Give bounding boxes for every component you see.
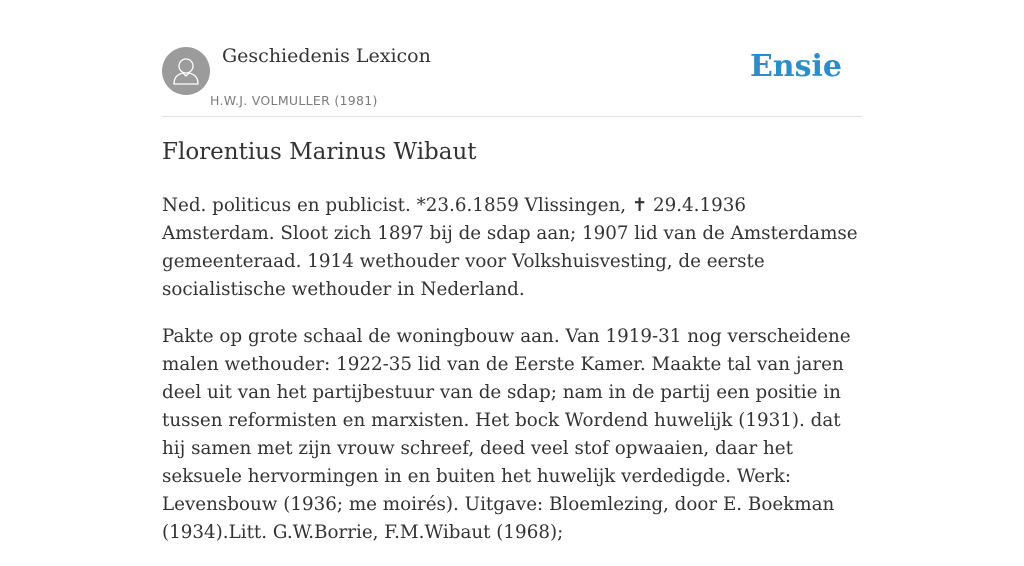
source-title[interactable]: Geschiedenis Lexicon	[222, 45, 431, 67]
article-body	[162, 192, 862, 566]
user-icon	[162, 47, 210, 95]
author-credit[interactable]: H.W.J. VOLMULLER (1981)	[210, 93, 378, 108]
source-header	[162, 0, 862, 117]
page-container	[162, 0, 862, 543]
article-paragraph: Pakte op grote schaal de woningbouw aan. Van 1919-31 nog verscheidene malen wethouder: 1922-35 lid van de Eerste Kamer. Maakte tal van jaren deel uit van het partijbestuur van de sdap; nam in de partij een positie in tussen reformisten en marxisten. Het bock Wordend huwelijk (1931). dat hij samen met zijn vrouw schreef, deed veel stof opwaaien, daar het seksuele hervormingen in en buiten het huwelijk verdedigde. Werk: Levensbouw (1936; me moirés). Uitgave: Bloemlezing, door E. Boekman (1934).Litt. G.W.Borrie, F.M.Wibaut (1968);	[162, 326, 851, 543]
article-paragraph: Ned. politicus en publicist. *23.6.1859 Vlissingen, ✝ 29.4.1936 Amsterdam. Sloot zich 1897 bij de sdap aan; 1907 lid van de Amsterdamse gemeenteraad. 1914 wethouder voor Volkshuisvesting, de eerste socialistische wethouder in Nederland.	[162, 195, 858, 300]
article-title: Florentius Marinus Wibaut	[162, 139, 477, 165]
brand-logo[interactable]: Ensie	[749, 49, 842, 84]
avatar[interactable]	[162, 47, 210, 95]
